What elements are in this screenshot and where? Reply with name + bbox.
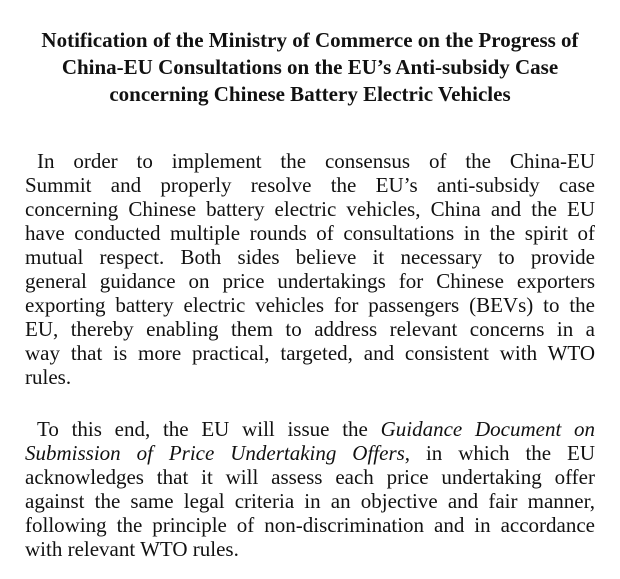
paragraph-2-line: following the principle of non-discrimination and in accordance bbox=[25, 513, 595, 537]
paragraph-2-line: acknowledges that it will assess each price undertaking offer bbox=[25, 465, 595, 489]
paragraph-2 bbox=[25, 417, 595, 561]
guidance-document-name-part-2: Submission of Price Undertaking Offers bbox=[25, 441, 405, 465]
guidance-document-name-part-1: Guidance Document on bbox=[380, 417, 596, 441]
paragraph-1-line: mutual respect. Both sides believe it necessary to provide bbox=[25, 245, 595, 269]
paragraph-2-line: with relevant WTO rules. bbox=[25, 537, 239, 561]
paragraph-2-line bbox=[25, 441, 595, 465]
paragraph-2-text: , in which the EU bbox=[404, 441, 595, 465]
paragraph-2-line: against the same legal criteria in an objective and fair manner, bbox=[25, 489, 595, 513]
title-line-1: Notification of the Ministry of Commerce on the Progress of bbox=[41, 28, 579, 52]
paragraph-1-line: Summit and properly resolve the EU’s anti-subsidy case bbox=[25, 173, 595, 197]
paragraph-1-line: In order to implement the consensus of the China-EU bbox=[37, 149, 595, 173]
title-line-3: concerning Chinese Battery Electric Vehicles bbox=[109, 82, 511, 106]
paragraph-1-line: rules. bbox=[25, 365, 72, 389]
paragraph-2-line bbox=[25, 417, 595, 441]
paragraph-1-line: concerning Chinese battery electric vehicles, China and the EU bbox=[25, 197, 595, 221]
paragraph-1 bbox=[25, 149, 595, 389]
paragraph-2-text: To this end, the EU will issue the bbox=[37, 417, 381, 441]
paragraph-1-line: way that is more practical, targeted, and consistent with WTO bbox=[25, 341, 595, 365]
paragraph-1-line: general guidance on price undertakings for Chinese exporters bbox=[25, 269, 595, 293]
paragraph-1-line: have conducted multiple rounds of consultations in the spirit of bbox=[25, 221, 595, 245]
title-line-2: China-EU Consultations on the EU’s Anti-subsidy Case bbox=[61, 55, 559, 79]
paragraph-1-line: EU, thereby enabling them to address relevant concerns in a bbox=[25, 317, 595, 341]
paragraph-1-line: exporting battery electric vehicles for passengers (BEVs) to the bbox=[25, 293, 595, 317]
document-title bbox=[25, 27, 595, 108]
